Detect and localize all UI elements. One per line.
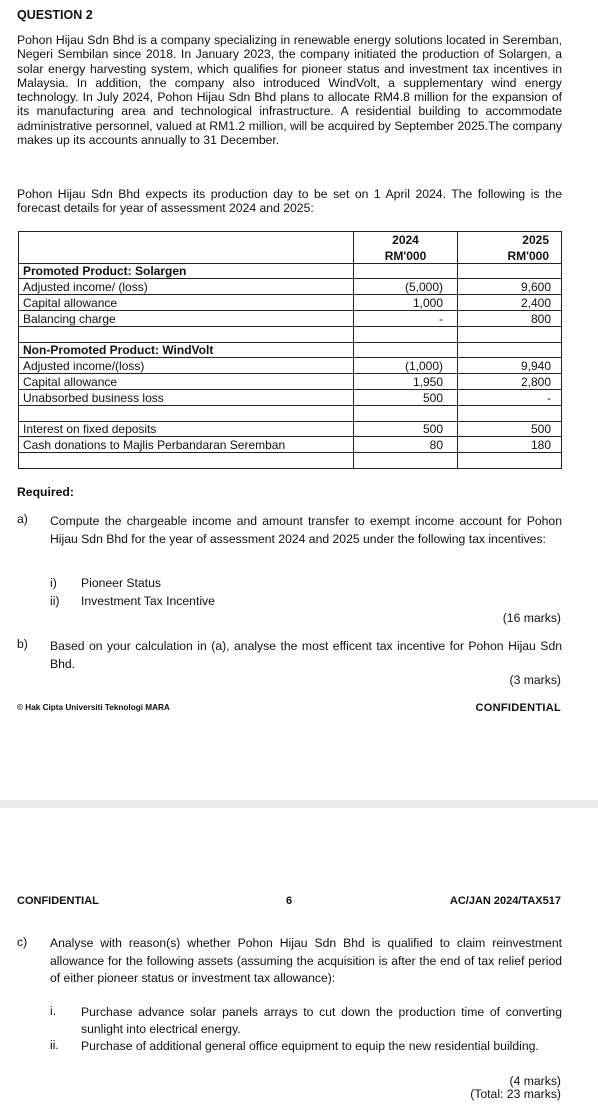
table-row-value-2024 (354, 405, 458, 421)
forecast-intro-paragraph: Pohon Hijau Sdn Bhd expects its production day to be set on 1 April 2024. The following is the forecast details for year of assessment 2024 and 2025: (17, 187, 562, 216)
part-a-i-label: i) (50, 576, 57, 590)
table-header-unit-2025: RM'000 (458, 247, 562, 263)
table-row (19, 389, 562, 405)
table-row-label: Cash donations to Majlis Perbandaran Seremban (19, 437, 354, 453)
question-title: QUESTION 2 (17, 8, 93, 22)
table-row (19, 310, 562, 326)
table-row-value-2024: (5,000) (354, 279, 458, 295)
table-row-value-2025 (458, 263, 562, 279)
table-row (19, 358, 562, 374)
page-separator (0, 800, 598, 808)
question-scenario-paragraph: Pohon Hijau Sdn Bhd is a company specializing in renewable energy solutions located in Seremban, Negeri Sembilan since 2018. In January 2023, the company initiated the production of Solargen, a solar energy harvesting system, which qualifies for pioneer status and investment tax incentives in Malaysia. In addition, the company also introduced WindVolt, a supplementary wind energy technology. In July 2024, Pohon Hijau Sdn Bhd plans to allocate RM4.8 million for the expansion of its manufacturing area and technological infrastructure. A residential building to accommodate administrative personnel, valued at RM1.2 million, will be acquired by September 2025.The company makes up its accounts annually to 31 December. (17, 33, 562, 148)
table-row-value-2025: 500 (458, 421, 562, 437)
forecast-table (18, 231, 562, 469)
part-a-ii-text: Investment Tax Incentive (81, 594, 215, 608)
copyright-footer: © Hak Cipta Universiti Teknologi MARA (17, 703, 170, 712)
table-row-value-2025: 800 (458, 310, 562, 326)
part-c-ii-label: ii. (50, 1038, 59, 1052)
table-row (19, 295, 562, 311)
part-a-ii-label: ii) (50, 594, 60, 608)
table-row (19, 437, 562, 453)
part-a-marks: (16 marks) (502, 611, 561, 625)
table-row-value-2025: 2,800 (458, 374, 562, 390)
table-row (19, 326, 562, 342)
table-row-value-2025: 9,600 (458, 279, 562, 295)
table-row-value-2024: - (354, 310, 458, 326)
total-marks: (Total: 23 marks) (470, 1087, 561, 1101)
exam-page-2 (0, 808, 598, 1106)
table-row-label: Balancing charge (19, 310, 354, 326)
part-c-label: c) (17, 935, 28, 949)
table-row (19, 374, 562, 390)
table-row-label (19, 326, 354, 342)
part-c-text: Analyse with reason(s) whether Pohon Hijau Sdn Bhd is qualified to claim reinvestment allowance for the following assets (assuming the acquisition is after the end of tax relief period of either pioneer status or investment tax allowance): (50, 936, 562, 985)
table-row-label: Capital allowance (19, 295, 354, 311)
table-row-label: Adjusted income/(loss) (19, 358, 354, 374)
table-row-value-2024 (354, 342, 458, 358)
table-row (19, 279, 562, 295)
table-row (19, 405, 562, 421)
table-row (19, 421, 562, 437)
table-row-value-2024: 500 (354, 389, 458, 405)
part-a-text: Compute the chargeable income and amount transfer to exempt income account for Pohon Hijau Sdn Bhd for the year of assessment 2024 and 2025 under the following tax incentives: (50, 514, 562, 546)
part-c-i-label: i. (50, 1004, 57, 1018)
table-row-value-2024 (354, 453, 458, 469)
required-heading: Required: (17, 485, 74, 499)
table-row-value-2025: - (458, 389, 562, 405)
part-c-marks: (4 marks) (509, 1074, 561, 1088)
part-c-i-text: Purchase advance solar panels arrays to cut down the production time of converting sunlight into electrical energy. (81, 1005, 562, 1036)
table-header-blank (19, 247, 354, 263)
table-row-value-2025 (458, 405, 562, 421)
table-row-label: Unabsorbed business loss (19, 389, 354, 405)
part-b-text: Based on your calculation in (a), analyse the most efficent tax incentive for Pohon Hijau Sdn Bhd. (50, 639, 562, 671)
table-row-value-2025: 9,940 (458, 358, 562, 374)
part-a-i-text: Pioneer Status (81, 576, 161, 590)
table-row-value-2024 (354, 326, 458, 342)
table-row-value-2025: 180 (458, 437, 562, 453)
table-header-year-2025: 2025 (458, 232, 562, 248)
part-b-label: b) (17, 637, 28, 651)
table-row (19, 342, 562, 358)
table-header-years (19, 232, 562, 248)
table-row-label: Promoted Product: Solargen (19, 263, 354, 279)
table-row-label (19, 453, 354, 469)
table-row-value-2025: 2,400 (458, 295, 562, 311)
part-a-label: a) (17, 512, 28, 526)
part-c-ii-text: Purchase of additional general office equipment to equip the new residential building. (81, 1039, 539, 1053)
course-code: AC/JAN 2024/TAX517 (449, 895, 561, 907)
table-row-label: Adjusted income/ (loss) (19, 279, 354, 295)
table-row (19, 453, 562, 469)
table-row-value-2024: 80 (354, 437, 458, 453)
table-row-label (19, 405, 354, 421)
table-row-value-2024: 500 (354, 421, 458, 437)
table-row-value-2024: 1,000 (354, 295, 458, 311)
table-row-label: Capital allowance (19, 374, 354, 390)
page-number: 6 (286, 895, 293, 907)
table-row-label: Non-Promoted Product: WindVolt (19, 342, 354, 358)
table-row-value-2025 (458, 342, 562, 358)
table-header-unit-2024: RM'000 (354, 247, 458, 263)
table-header-units (19, 247, 562, 263)
table-header-year-2024: 2024 (354, 232, 458, 248)
table-row-value-2024: (1,000) (354, 358, 458, 374)
confidential-header: CONFIDENTIAL (17, 895, 99, 907)
table-row-value-2024: 1,950 (354, 374, 458, 390)
confidential-footer: CONFIDENTIAL (475, 702, 561, 714)
table-row-value-2025 (458, 326, 562, 342)
table-row-value-2025 (458, 453, 562, 469)
table-row (19, 263, 562, 279)
table-row-label: Interest on fixed deposits (19, 421, 354, 437)
table-row-value-2024 (354, 263, 458, 279)
part-b-marks: (3 marks) (509, 673, 561, 687)
table-header-blank (19, 232, 354, 248)
